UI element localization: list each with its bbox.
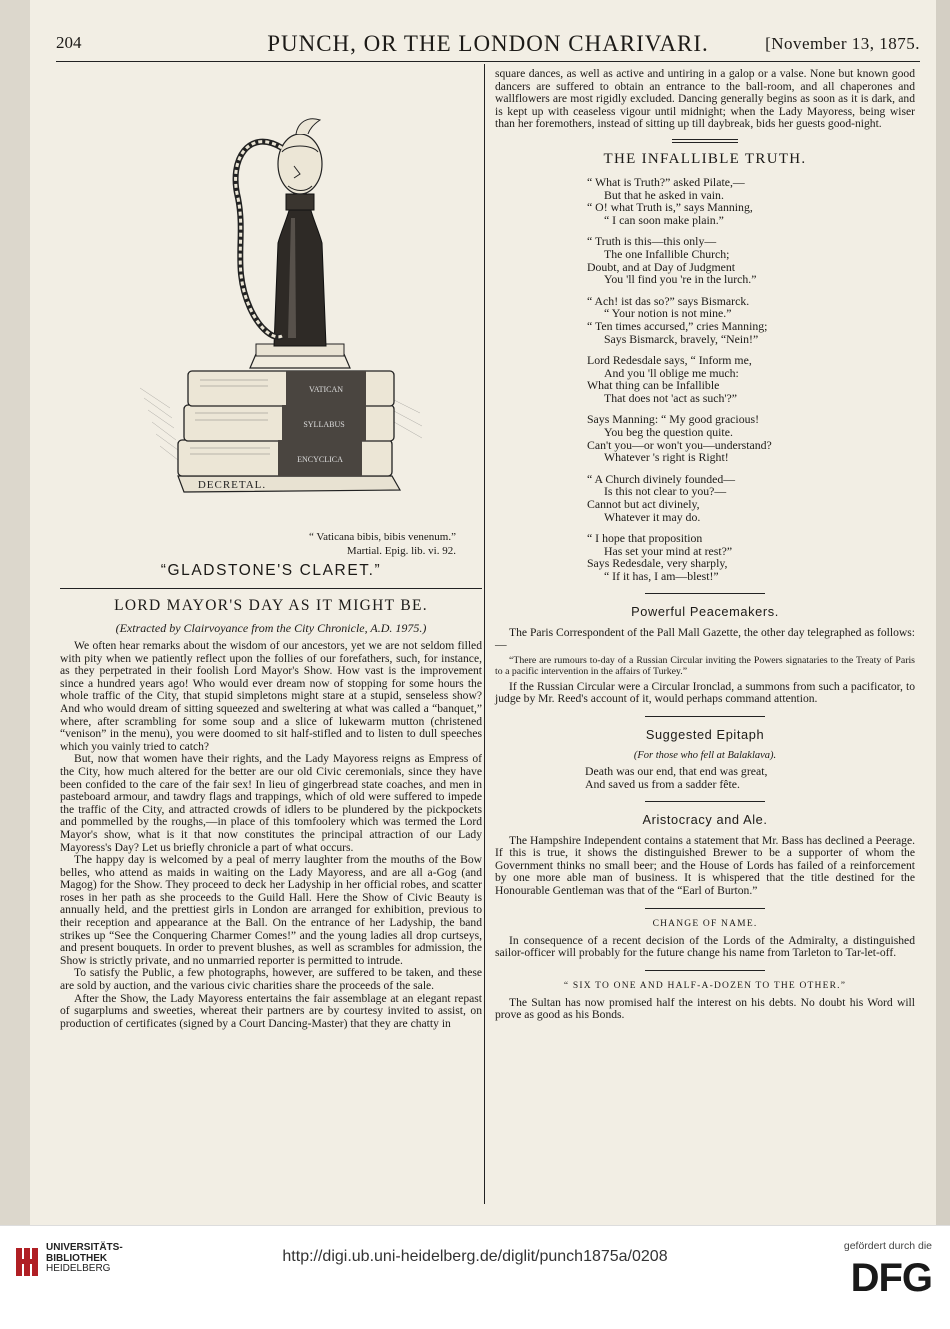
article-title-epitaph: Suggested Epitaph [645,726,765,742]
university-name-line-2: BIBLIOTHEK [46,1252,108,1264]
article-title-change-name: CHANGE OF NAME. [652,918,758,929]
poem-stanza-7 [587,532,915,582]
poem-line: “ What is Truth?” asked Pilate,— [587,174,745,189]
section-rule [645,908,765,909]
article-title-peacemakers: Powerful Peacemakers. [631,603,779,619]
paragraph-1: We often hear remarks about the wisdom of our ancestors, yet we are not seldom filled with pity when we patiently reflect upon the follies of our forefathers, such, for instance, as they perpetrated in their foolish Lord Mayor's Show. How vast is the improvement since a hundred years ago! Who would ever dream now of stopping for some hours the whole traffic of the City, that stupid simpletons might stare at a stupid, senseless show? And who would dream of sitting squeezed and sweltering at what was called a “banquet,” where, after scrambling for some soup and a slice of lukewarm mutton (christened “venison” in the menu), you were doomed to sit half-stifled and to listen to dull speeches which you vainly tried to catch? [60,639,482,753]
page-header [56,33,920,62]
cartoon-caption-source: Martial. Epig. lib. vi. 92. [346,545,456,557]
page-number: 204 [56,33,82,52]
cartoon-title: “GLADSTONE'S CLARET.” [160,562,382,579]
peacemakers-intro: The Paris Correspondent of the Pall Mall Gazette, the other day telegraphed as follows:— [495,625,915,652]
article-title-lord-mayor: LORD MAYOR'S DAY AS IT MIGHT BE. [114,597,428,614]
paragraph-3: The happy day is welcomed by a peal of merry laughter from the mouths of the Bow belles, who attend as maids in waiting on the Lady Mayoress, and are all a-Gog (and Magog) for the Show. They proceed to deck her Ladyship in her official robes, and scatter roses in her path as she proceeds to the Guild Hall. Here the Show of Civic Beauty is annually held, and the prettiest girls in London are arranged for exhibition, previous to their reception and appearance at the Ball. On the entrance of her Ladyship, the band strikes up “See the Conquering Charmer Comes!” and the young ladies all drop curtseys, and present bouquets. In order to prevent blushes, as well as scrambles for admission, the Show is strictly private, and no unmarried reporter is permitted to intrude. [60,853,482,967]
epitaph-line-2: And saved us from a sadder fête. [585,776,740,791]
poem-line: “ Your notion is not mine.” [604,306,732,321]
funding-label: gefördert durch die [843,1240,932,1252]
poem-stanza-3 [587,295,915,345]
poem-line: But that he asked in vain. [604,187,724,202]
section-rule [645,716,765,717]
poem-line: Says Bismarck, bravely, “Nein!” [604,331,759,346]
ale-body: The Hampshire Independent contains a statement that Mr. Bass has declined a Peerage. If this is true, it shows the distinguished Brewer to be a supporter of whom the Government thinks no small beer; and the House of Lords has failed of a reinforcement by one more able man of business. It is whispered that the title destined for the Honourable Gentleman was that of the “Earl of Burton.” [495,833,915,897]
books-label: DECRETAL. [197,479,267,491]
poem-stanza-6 [587,473,915,523]
epitaph-line-1: Death was our end, that end was great, [585,763,768,778]
poem-line: And you 'll oblige me much: [604,365,739,380]
poem-line: “ Ten times accursed,” cries Manning; [587,318,768,333]
poem-line: “ If it has, I am—blest!” [604,569,719,583]
spine-label-2: SYLLABUS [303,420,345,429]
claret-jug-drawing [60,68,482,530]
poem-line: You beg the question quite. [604,425,733,440]
double-rule [672,139,738,143]
poem-line: “ O! what Truth is,” says Manning, [587,200,753,215]
cartoon-caption-quote: “ Vaticana bibis, bibis venenum.” [308,531,456,543]
page-title: PUNCH, OR THE LONDON CHARIVARI. [267,31,709,56]
spine-label-3: ENCYCLICA [297,455,343,464]
article-title-ale: Aristocracy and Ale. [642,811,768,827]
digitization-footer [0,1225,950,1329]
poem-stanza-4 [587,354,915,404]
poem-stanza-5 [587,413,915,463]
poem-line: Says Redesdale, very sharply, [587,556,728,571]
dfg-logo: DFG [850,1256,932,1300]
paragraph-continued: square dances, as well as active and untiring in a galop or a valse. None but known good dancers are suffered to obtain an entrance to the ball-room, and all chaperones and wallflowers are most rigidly excluded. Dancing generally begins as soon as it is dark, and is kept up with ceaseless vigour until midnight; when the Lady Mayoress, being wiser than her foremothers, instead of sitting up till daybreak, bids her guests good-night. [495,67,915,131]
six-body: The Sultan has now promised half the interest on his debts. No doubt his Word will prove as good as his Bonds. [495,995,915,1022]
university-name-line-1: UNIVERSITÄTS- [46,1242,123,1253]
peacemakers-quote: “There are rumours to-day of a Russian Circular inviting the Powers signataries to the Treaty of Paris to a pacific intervention in the affairs of Turkey.” [495,654,915,677]
book-stack [178,371,400,492]
issue-date: [November 13, 1875. [765,34,920,53]
right-column [495,68,915,1022]
scan-border-left [0,0,30,1225]
section-rule [60,588,482,589]
poem-line: Can't you—or won't you—understand? [587,437,772,452]
column-divider [484,64,485,1204]
poem-line: Lord Redesdale says, “ Inform me, [587,353,752,368]
poem-line: Cannot but act divinely, [587,497,700,512]
poem-line: What thing can be Infallible [587,378,720,393]
cartoon-illustration [60,68,482,530]
section-rule [645,593,765,594]
scan-border-right [936,0,950,1225]
poem-line: “ A Church divinely founded— [587,471,736,486]
source-url-link[interactable]: http://digi.ub.uni-heidelberg.de/diglit/punch1875a/0208 [282,1248,668,1265]
poem-line: The one Infallible Church; [604,246,730,261]
poem-stanza-1 [587,176,915,226]
poem-line: “ I hope that proposition [587,531,703,546]
poem-title: THE INFALLIBLE TRUTH. [603,150,807,167]
poem-line: Has set your mind at rest?” [604,543,733,558]
poem-line: “ I can soon make plain.” [604,212,724,227]
section-rule [645,970,765,971]
paragraph-4: To satisfy the Public, a few photographs, however, are suffered to be taken, and these are sold by auction, and the various civic charities share the proceeds of the sale. [60,966,482,993]
poem-line: Whatever 's right is Right! [604,450,729,465]
poem-line: That does not 'act as such'?” [604,390,737,405]
poem-line: “ Truth is this—this only— [587,234,717,249]
poem-line: Says Manning: “ My good gracious! [587,412,760,427]
peacemakers-body: If the Russian Circular were a Circular Ironclad, a summons from such a pacificator, to judge by Mr. Reed's account of it, would perhaps command attention. [495,679,915,706]
section-rule [645,801,765,802]
change-name-body: In consequence of a recent decision of the Lords of the Admiralty, a distinguished sailor-officer will probably for the future change his name from Tarleton to Tar-let-off. [495,933,915,960]
poem-line: Whatever it may do. [604,509,701,524]
spine-label-1: VATICAN [308,385,344,394]
article-title-six: “ SIX TO ONE AND HALF-A-DOZEN TO THE OTHER.” [563,980,847,991]
poem-line: You 'll find you 're in the lurch.” [604,272,757,287]
poem-line: Is this not clear to you?— [604,484,727,499]
poem-line: Doubt, and at Day of Judgment [587,259,736,274]
epitaph-subtitle: (For those who fell at Balaklava). [633,749,777,761]
poem-line: “ Ach! ist das so?” says Bismarck. [587,293,750,308]
article-subtitle-lord-mayor: (Extracted by Clairvoyance from the City Chronicle, A.D. 1975.) [115,621,427,635]
left-column [60,68,482,1030]
paragraph-2: But, now that women have their rights, and the Lady Mayoress reigns as Empress of the City, how much altered for the better are our old Civic ceremonials, since they have been confided to the care of the fair sex! In lieu of gingerbread state coaches, and men in pasteboard armour, and tawdry flags and trappings, which of old were suffered to impede the traffic of the City, and attracted crowds of idlers to be plundered by the pickpockets and pommelled by the roughs,—in place of this tomfoolery which was termed the Lord Mayor's show, what is it that now constitutes the principal attraction of our Lady Mayoress's Day? Let us briefly chronicle a part of what occurs. [60,752,482,854]
university-name-line-3: HEIDELBERG [46,1263,111,1274]
poem-stanza-2 [587,235,915,285]
paragraph-5: After the Show, the Lady Mayoress entertains the fair assemblage at an elegant repast of sugarplums and sweeties, whereat their partners are by courtesy invited to assist, on production of certificates (signed by a Court Dancing-Master) that they are chatty in [60,991,482,1030]
